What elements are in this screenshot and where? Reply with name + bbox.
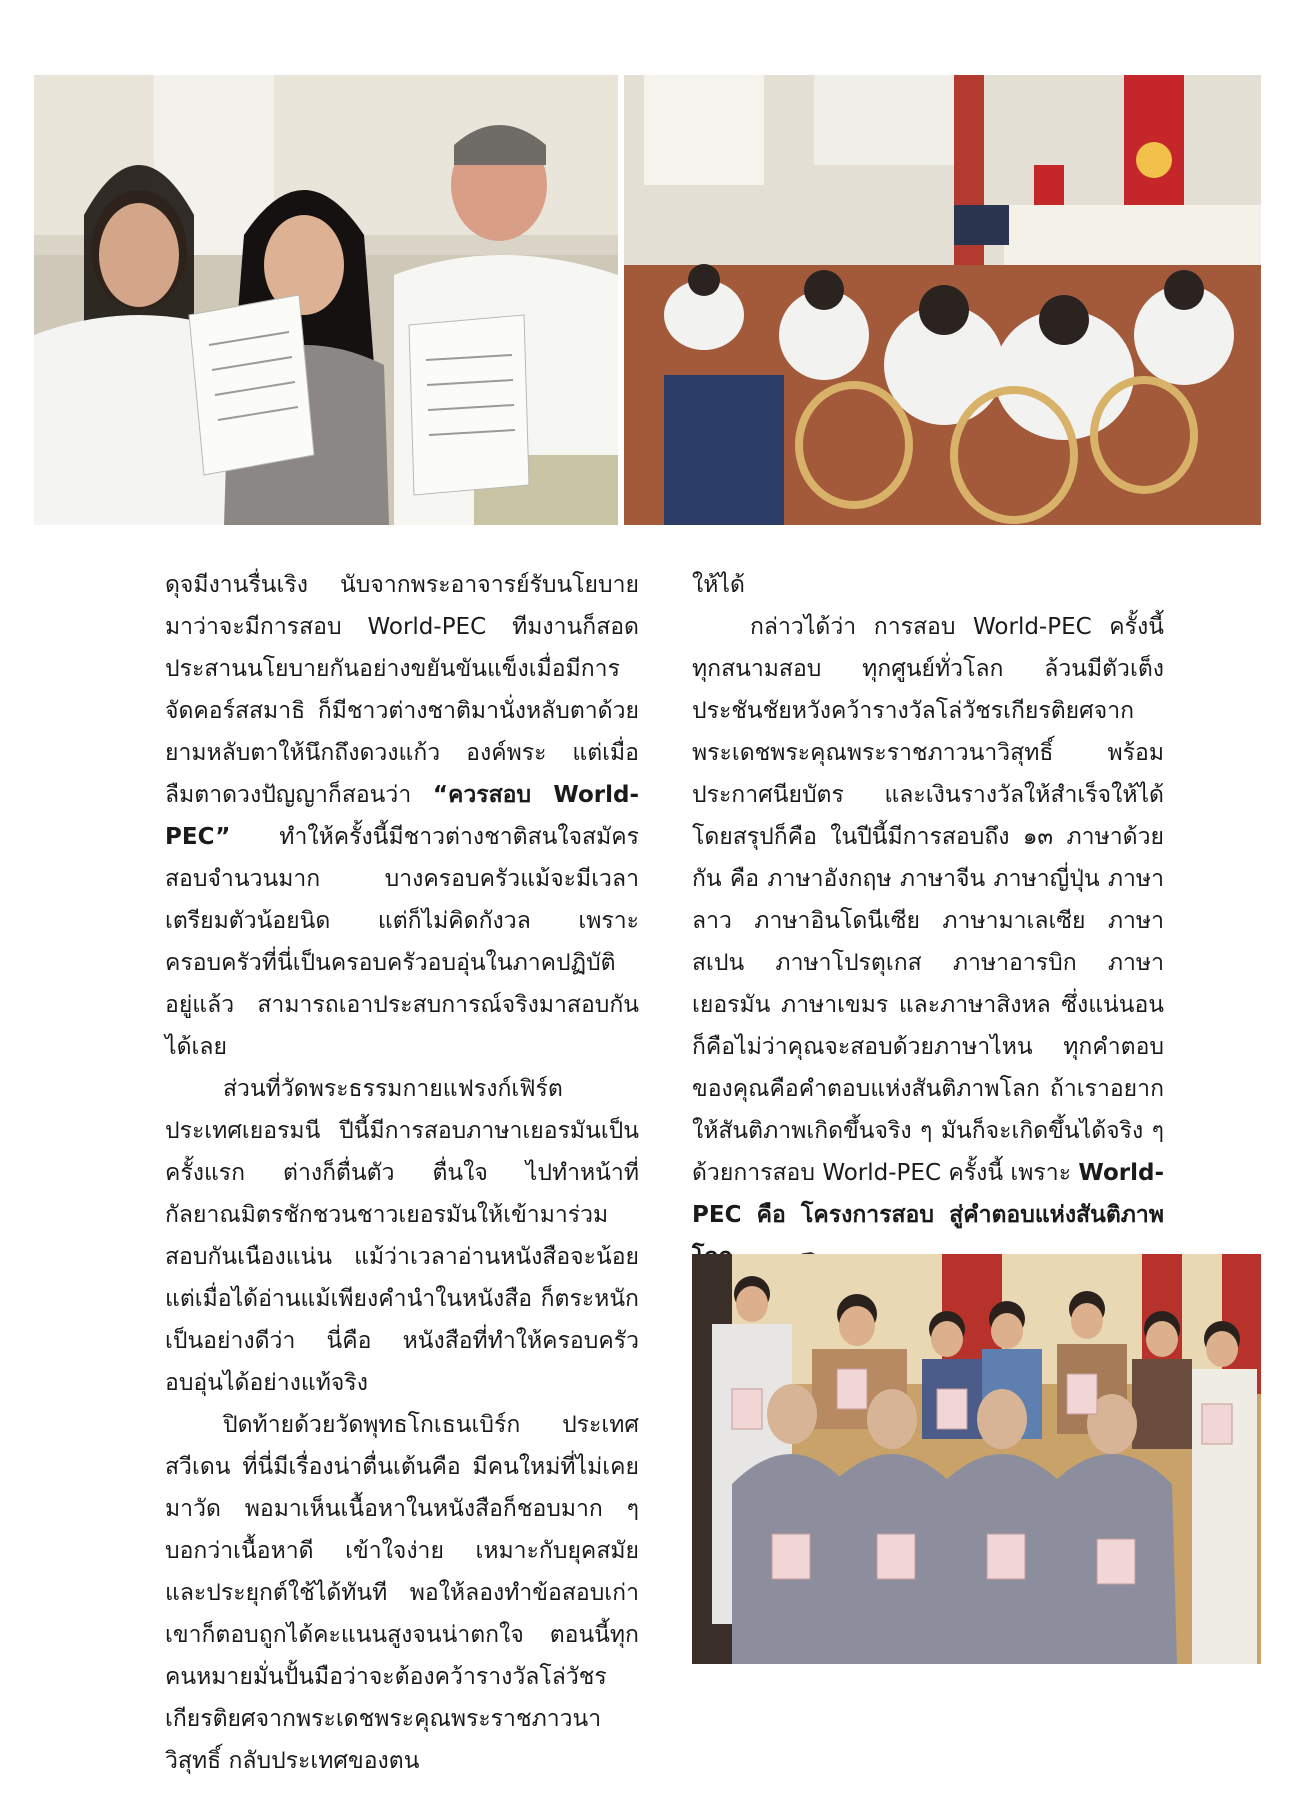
closing-emphasis: World-PEC คือ โครงการสอบ สู่คำตอบแห่งสันติภาพ <box>692 1160 1164 1228</box>
paragraph-2: ส่วนที่วัดพระธรรมกายแฟรงก์เฟิร์ต ประเทศเยอรมนี ปีนี้มีการสอบภาษาเยอรมันเป็นครั้งแรก ต่างก็ตื่นตัว ตื่นใจ ไปทำหน้าที่กัลยาณมิตรชักชวนชาวเยอรมันให้เข้ามาร่วมสอบกันเนืองแน่น แม้ว่าเวลาอ่านหนังสือจะน้อย แต่เมื่อได้อ่านแม้เพียงคำนำในหนังสือ ก็ตระหนักเป็นอย่างดีว่า นี่คือ หนังสือที่ทำให้ครอบครัวอบอุ่นได้อย่างแท้จริง <box>165 1076 639 1396</box>
article-column-left <box>165 564 639 1782</box>
paragraph-continuation: ให้ได้ <box>692 572 745 598</box>
emphasis-text: “ควรสอบ World-PEC” <box>165 782 639 850</box>
article-column-right <box>692 564 1164 1278</box>
paragraph-1: ดุจมีงานรื่นเริง นับจากพระอาจารย์รับนโยบายมาว่าจะมีการสอบ World-PEC ทีมงานก็สอดประสานนโยบายกันอย่างขยันขันแข็งเมื่อมีการจัดคอร์สสมาธิ ก็มีชาวต่างชาติมานั่งหลับตาด้วย ยามหลับตาให้นึกถึงดวงแก้ว องค์พระ แต่เมื่อลืมตาดวงปัญญาก็สอนว่า “ควรสอบ World-PEC” ทำให้ครั้งนี้มีชาวต่างชาติสนใจสมัครสอบจำนวนมาก บางครอบครัวแม้จะมีเวลาเตรียมตัวน้อยนิด แต่ก็ไม่คิดกังวล เพราะครอบครัวที่นี่เป็นครอบครัวอบอุ่นในภาคปฏิบัติอยู่แล้ว สามารถเอาประสบการณ์จริงมาสอบกันได้เลย <box>165 572 639 1060</box>
photo-group-with-books <box>692 1254 1261 1664</box>
photo-exam-hall <box>624 75 1261 525</box>
photo-certificate-holders <box>34 75 618 525</box>
paragraph-3: ปิดท้ายด้วยวัดพุทธโกเธนเบิร์ก ประเทศสวีเดน ที่นี่มีเรื่องน่าตื่นเต้นคือ มีคนใหม่ที่ไม่เคยมาวัด พอมาเห็นเนื้อหาในหนังสือก็ชอบมาก ๆ บอกว่าเนื้อหาดี เข้าใจง่าย เหมาะกับยุคสมัย และประยุกต์ใช้ได้ทันที พอให้ลองทำข้อสอบเก่า เขาก็ตอบถูกได้คะแนนสูงจนน่าตกใจ ตอนนี้ทุกคนหมายมั่นปั้นมือว่าจะต้องคว้ารางวัลโล่วัชรเกียรติยศจากพระเดชพระคุณพระราชภาวนาวิสุทธิ์ กลับประเทศของตน <box>165 1412 639 1774</box>
paragraph-conclusion: กล่าวได้ว่า การสอบ World-PEC ครั้งนี้ ทุกสนามสอบ ทุกศูนย์ทั่วโลก ล้วนมีตัวเต็งประชันชัยหวังคว้ารางวัลโล่วัชรเกียรติยศจากพระเดชพระคุณพระราชภาวนาวิสุทธิ์ พร้อมประกาศนียบัตร และเงินรางวัลให้สำเร็จให้ได้ โดยสรุปก็คือ ในปีนี้มีการสอบถึง ๑๓ ภาษาด้วยกัน คือ ภาษาอังกฤษ ภาษาจีน ภาษาญี่ปุ่น ภาษาลาว ภาษาอินโดนีเซีย ภาษามาเลเซีย ภาษาสเปน ภาษาโปรตุเกส ภาษาอารบิก ภาษาเยอรมัน ภาษาเขมร และภาษาสิงหล ซึ่งแน่นอนก็คือไม่ว่าคุณจะสอบด้วยภาษาไหน ทุกคำตอบของคุณคือคำตอบแห่งสันติภาพโลก ถ้าเราอยากให้สันติภาพเกิดขึ้นจริง ๆ มันก็จะเกิดขึ้นได้จริง ๆ ด้วยการสอบ World-PEC ครั้งนี้ เพราะ World-PEC คือ โครงการสอบ สู่คำตอบแห่งสันติภาพ <box>692 606 1164 1278</box>
